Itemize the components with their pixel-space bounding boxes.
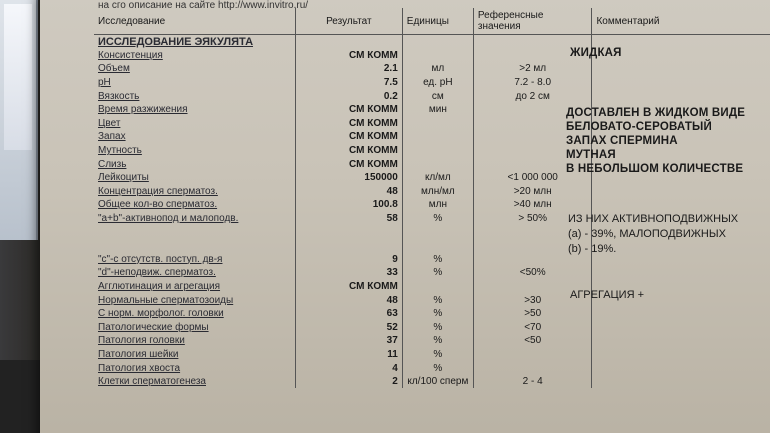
unit-value: млн/мл bbox=[402, 185, 473, 199]
test-name: Цвет bbox=[94, 117, 295, 131]
reference-value: <50% bbox=[473, 266, 592, 280]
website-note: на сго описание на сайте http://www.invitro.ru/ bbox=[98, 0, 309, 11]
unit-value: % bbox=[402, 266, 473, 280]
comment-line: (b) - 19%. bbox=[568, 243, 617, 255]
table-row bbox=[94, 334, 770, 348]
section-title: ИССЛЕДОВАНИЕ ЭЯКУЛЯТА bbox=[94, 35, 295, 49]
test-name: Патологические формы bbox=[94, 320, 295, 334]
comment-cell bbox=[592, 361, 770, 375]
table-row bbox=[94, 375, 770, 389]
test-name: Патология шейки bbox=[94, 348, 295, 362]
test-name: Вязкость bbox=[94, 89, 295, 103]
result-value: 48 bbox=[295, 293, 402, 307]
result-value: 33 bbox=[295, 266, 402, 280]
table-row bbox=[94, 280, 770, 294]
reference-value: <50 bbox=[473, 334, 592, 348]
reference-value: >40 млн bbox=[473, 198, 592, 212]
reference-value: до 2 см bbox=[473, 89, 592, 103]
table-row bbox=[94, 293, 770, 307]
comment-line: БЕЛОВАТО-СЕРОВАТЫЙ bbox=[566, 121, 712, 133]
reference-value: 7.2 - 8.0 bbox=[473, 76, 592, 90]
comment-line: ИЗ НИХ АКТИВНОПОДВИЖНЫХ bbox=[568, 213, 739, 225]
unit-value bbox=[402, 157, 473, 171]
table-row bbox=[94, 266, 770, 280]
reference-value: >50 bbox=[473, 307, 592, 321]
comment-line: ЗАПАХ СПЕРМИНА bbox=[566, 135, 678, 147]
test-name: Общее кол-во сперматоз. bbox=[94, 198, 295, 212]
unit-value bbox=[402, 130, 473, 144]
result-value: СМ КОММ bbox=[295, 144, 402, 158]
test-name: Патология хвоста bbox=[94, 361, 295, 375]
table-row bbox=[94, 320, 770, 334]
test-name: Патология головки bbox=[94, 334, 295, 348]
result-value: 11 bbox=[295, 348, 402, 362]
test-name: Объем bbox=[94, 62, 295, 76]
test-name: "c"-с отсутств. поступ. дв-я bbox=[94, 253, 295, 267]
unit-value: см bbox=[402, 89, 473, 103]
comment-cell bbox=[592, 266, 770, 280]
test-name: Слизь bbox=[94, 157, 295, 171]
result-value: 9 bbox=[295, 253, 402, 267]
table-row bbox=[94, 361, 770, 375]
reference-value: >30 bbox=[473, 293, 592, 307]
test-name: Консистенция bbox=[94, 49, 295, 63]
unit-value: кл/100 сперм bbox=[402, 375, 473, 389]
test-name: Агглютинация и агрегация bbox=[94, 280, 295, 294]
comment-cell bbox=[592, 307, 770, 321]
comment-cell bbox=[592, 76, 770, 90]
table-row bbox=[94, 307, 770, 321]
test-name: Время разжижения bbox=[94, 103, 295, 117]
comment-cell bbox=[592, 334, 770, 348]
result-value: СМ КОММ bbox=[295, 157, 402, 171]
result-value: СМ КОММ bbox=[295, 117, 402, 131]
section-row bbox=[94, 35, 770, 49]
comment-cell bbox=[592, 348, 770, 362]
test-name bbox=[94, 239, 295, 253]
unit-value: % bbox=[402, 293, 473, 307]
result-value: СМ КОММ bbox=[295, 103, 402, 117]
reference-value bbox=[473, 348, 592, 362]
result-value: 7.5 bbox=[295, 76, 402, 90]
unit-value bbox=[402, 144, 473, 158]
unit-value: % bbox=[402, 361, 473, 375]
background-monitor bbox=[0, 0, 38, 240]
comment-cell bbox=[592, 375, 770, 389]
comment-line: В НЕБОЛЬШОМ КОЛИЧЕСТВЕ bbox=[566, 163, 744, 175]
result-value: 63 bbox=[295, 307, 402, 321]
comment-delivered bbox=[566, 106, 745, 176]
result-value: 2 bbox=[295, 375, 402, 389]
test-name: Нормальные сперматозоиды bbox=[94, 293, 295, 307]
monitor-screen bbox=[4, 4, 32, 150]
unit-value bbox=[402, 280, 473, 294]
result-value: СМ КОММ bbox=[295, 280, 402, 294]
result-value: 150000 bbox=[295, 171, 402, 185]
unit-value bbox=[402, 225, 473, 239]
result-value: 37 bbox=[295, 334, 402, 348]
test-name: Запах bbox=[94, 130, 295, 144]
unit-value bbox=[402, 49, 473, 63]
col-header-test: Исследование bbox=[94, 8, 295, 35]
result-value: СМ КОММ bbox=[295, 130, 402, 144]
unit-value: ед. pH bbox=[402, 76, 473, 90]
reference-value: >20 млн bbox=[473, 185, 592, 199]
reference-value: >2 мл bbox=[473, 62, 592, 76]
unit-value: % bbox=[402, 253, 473, 267]
table-row bbox=[94, 185, 770, 199]
unit-value: мин bbox=[402, 103, 473, 117]
test-name: "а+b"-активнопод и малоподв. bbox=[94, 212, 295, 226]
comment-cell bbox=[592, 320, 770, 334]
table-row bbox=[94, 198, 770, 212]
reference-value bbox=[473, 361, 592, 375]
table-row bbox=[94, 76, 770, 90]
unit-value: % bbox=[402, 307, 473, 321]
test-name: Мутность bbox=[94, 144, 295, 158]
result-value: 52 bbox=[295, 320, 402, 334]
test-name: Концентрация сперматоз. bbox=[94, 185, 295, 199]
comment-cell bbox=[592, 62, 770, 76]
reference-value: 2 - 4 bbox=[473, 375, 592, 389]
result-value: 48 bbox=[295, 185, 402, 199]
comment-consistency: ЖИДКАЯ bbox=[570, 47, 622, 59]
result-value: 2.1 bbox=[295, 62, 402, 76]
result-value: СМ КОММ bbox=[295, 49, 402, 63]
result-value bbox=[295, 239, 402, 253]
col-header-result: Результат bbox=[295, 8, 402, 35]
comment-cell bbox=[592, 185, 770, 199]
unit-value: кл/мл bbox=[402, 171, 473, 185]
result-value: 4 bbox=[295, 361, 402, 375]
unit-value bbox=[402, 117, 473, 131]
col-header-units: Единицы bbox=[402, 8, 473, 35]
test-name bbox=[94, 225, 295, 239]
result-value: 58 bbox=[295, 212, 402, 226]
result-value: 0.2 bbox=[295, 89, 402, 103]
unit-value: % bbox=[402, 348, 473, 362]
unit-value: % bbox=[402, 212, 473, 226]
col-header-comment: Комментарий bbox=[592, 8, 770, 35]
table-row bbox=[94, 62, 770, 76]
comment-motility bbox=[568, 212, 738, 257]
result-value: 100.8 bbox=[295, 198, 402, 212]
comment-line: ДОСТАВЛЕН В ЖИДКОМ ВИДЕ bbox=[566, 107, 746, 119]
reference-value: <70 bbox=[473, 320, 592, 334]
table-row bbox=[94, 89, 770, 103]
test-name: pH bbox=[94, 76, 295, 90]
col-header-reference: Референсные значения bbox=[473, 8, 592, 35]
comment-cell bbox=[592, 198, 770, 212]
test-name: С норм. морфолог. головки bbox=[94, 307, 295, 321]
test-name: Клетки сперматогенеза bbox=[94, 375, 295, 389]
reference-value: <1 000 000 bbox=[473, 171, 592, 185]
unit-value: мл bbox=[402, 62, 473, 76]
comment-aggregation: АГРЕГАЦИЯ + bbox=[570, 289, 644, 301]
unit-value: млн bbox=[402, 198, 473, 212]
comment-line: (a) - 39%, МАЛОПОДВИЖНЫХ bbox=[568, 228, 726, 240]
table-row bbox=[94, 49, 770, 63]
results-table bbox=[94, 8, 770, 388]
unit-value bbox=[402, 239, 473, 253]
unit-value: % bbox=[402, 320, 473, 334]
unit-value: % bbox=[402, 334, 473, 348]
result-value bbox=[295, 225, 402, 239]
test-name: Лейкоциты bbox=[94, 171, 295, 185]
comment-line: МУТНАЯ bbox=[566, 149, 616, 161]
reference-value: > 50% bbox=[473, 212, 592, 226]
comment-cell bbox=[592, 89, 770, 103]
table-row bbox=[94, 348, 770, 362]
lab-report-paper bbox=[40, 0, 770, 433]
table-header-row bbox=[94, 8, 770, 35]
test-name: "d"-неподвиж. сперматоз. bbox=[94, 266, 295, 280]
